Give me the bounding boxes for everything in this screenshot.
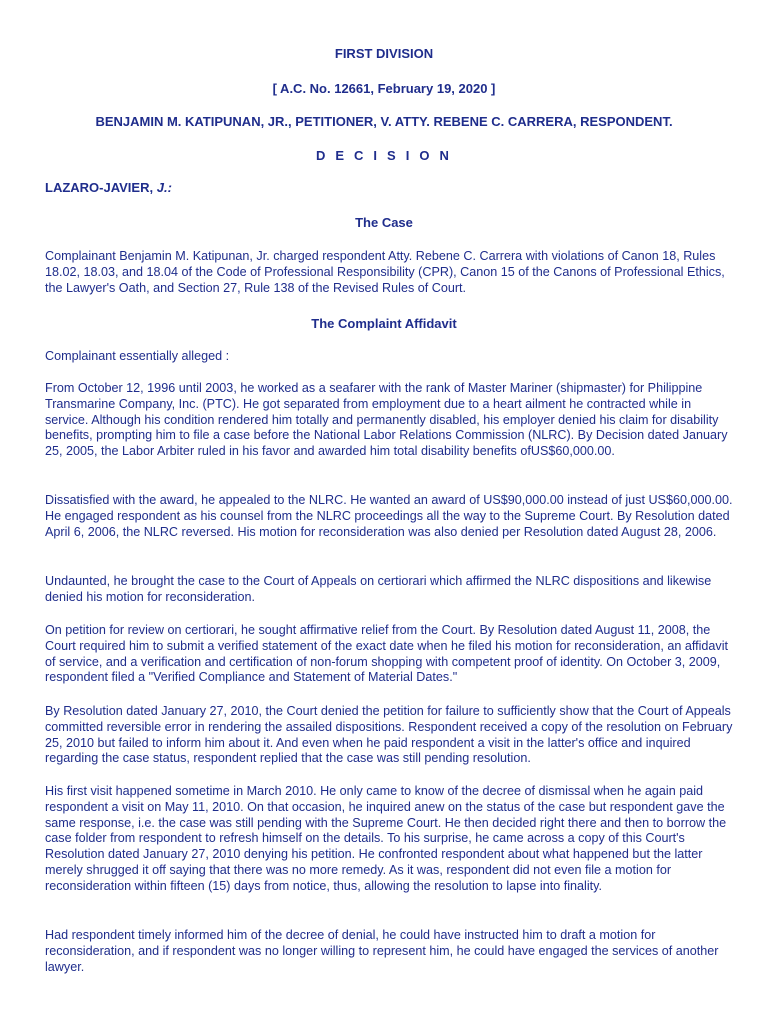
paragraph-resolution-denial: By Resolution dated January 27, 2010, the Court denied the petition for failure to sufficiently show that the Court of Appeals committed reversible error in rendering the assailed dispositions. Respondent received a copy of the resolution on February 25, 2010 but failed to inform him about it. And even when he paid respondent a visit in the latter's office and inquired regarding the case status, respondent replied that the case was still pending resolution. xyxy=(45,704,733,766)
paragraph-timely-information: Had respondent timely informed him of the decree of denial, he could have instructed him to draft a motion for reconsideration, and if respondent was no longer willing to represent him, he could have engaged the services of another lawyer. xyxy=(45,928,719,974)
paragraph-alleged: Complainant essentially alleged : xyxy=(45,349,230,363)
section-heading-complaint-affidavit: The Complaint Affidavit xyxy=(311,316,457,331)
paragraph-court-of-appeals: Undaunted, he brought the case to the Court of Appeals on certiorari which affirmed the NLRC dispositions and likewise denied his motion for reconsideration. xyxy=(45,574,712,604)
division-heading: FIRST DIVISION xyxy=(334,46,434,61)
paragraph-petition-review: On petition for review on certiorari, he sought affirmative relief from the Court. By Resolution dated August 11, 2008, the Court required him to submit a verified statement of the exact date when he filed his motion for reconsideration, an affidavit of service, and a verification and certification of non-forum shopping with competent proof of identity. On October 3, 2009, respondent filed a "Verified Compliance and Statement of Material Dates." xyxy=(45,623,728,685)
ponente-line xyxy=(45,180,172,196)
paragraph-charges: Complainant Benjamin M. Katipunan, Jr. charged respondent Atty. Rebene C. Carrera with violations of Canon 18, Rules 18.02, 18.03, and 18.04 of the Code of Professional Responsibility (CPR), Canon 15 of the Canons of Professional Ethics, the Lawyer's Oath, and Section 27, Rule 138 of the Revised Rules of Court. xyxy=(45,249,725,295)
case-number-heading: [ A.C. No. 12661, February 19, 2020 ] xyxy=(272,81,496,96)
decision-heading: D E C I S I O N xyxy=(315,148,453,163)
ponente-name: LAZARO-JAVIER, xyxy=(45,180,154,195)
paragraph-employment: From October 12, 1996 until 2003, he worked as a seafarer with the rank of Master Mariner (shipmaster) for Philippine Transmarine Company, Inc. (PTC). He got separated from employment due to a heart ailment he contracted while in service. Although his condition rendered him totally and permanently disabled, his employer denied his claim for disability benefits, prompting him to file a case before the National Labor Relations Commission (NLRC). By Decision dated January 25, 2005, the Labor Arbiter ruled in his favor and awarded him total disability benefits ofUS$60,000.00. xyxy=(45,381,728,459)
parties-heading: BENJAMIN M. KATIPUNAN, JR., PETITIONER, V. ATTY. REBENE C. CARRERA, RESPONDENT. xyxy=(95,114,673,129)
paragraph-first-visit: His first visit happened sometime in March 2010. He only came to know of the decree of dismissal when he again paid respondent a visit on May 11, 2010. On that occasion, he inquired anew on the status of the case but respondent gave the same response, i.e. the case was still pending with the Supreme Court. He then decided right there and then to borrow the case folder from respondent to refresh himself on the details. To his surprise, he came across a copy of this Court's Resolution dated January 27, 2010 denying his petition. He confronted respondent about what happened but the latter merely shrugged it off saying that there was no more remedy. As it was, respondent did not even file a motion for reconsideration within fifteen (15) days from notice, thus, allowing the resolution to lapse into finality. xyxy=(45,784,727,893)
section-heading-the-case: The Case xyxy=(355,215,413,230)
paragraph-appeal-nlrc: Dissatisfied with the award, he appealed to the NLRC. He wanted an award of US$90,000.00 instead of just US$60,000.00. He engaged respondent as his counsel from the NLRC proceedings all the way to the Supreme Court. By Resolution dated April 6, 2006, the NLRC reversed. His motion for reconsideration was also denied per Resolution dated August 28, 2006. xyxy=(45,493,733,539)
ponente-title: J.: xyxy=(156,180,172,195)
